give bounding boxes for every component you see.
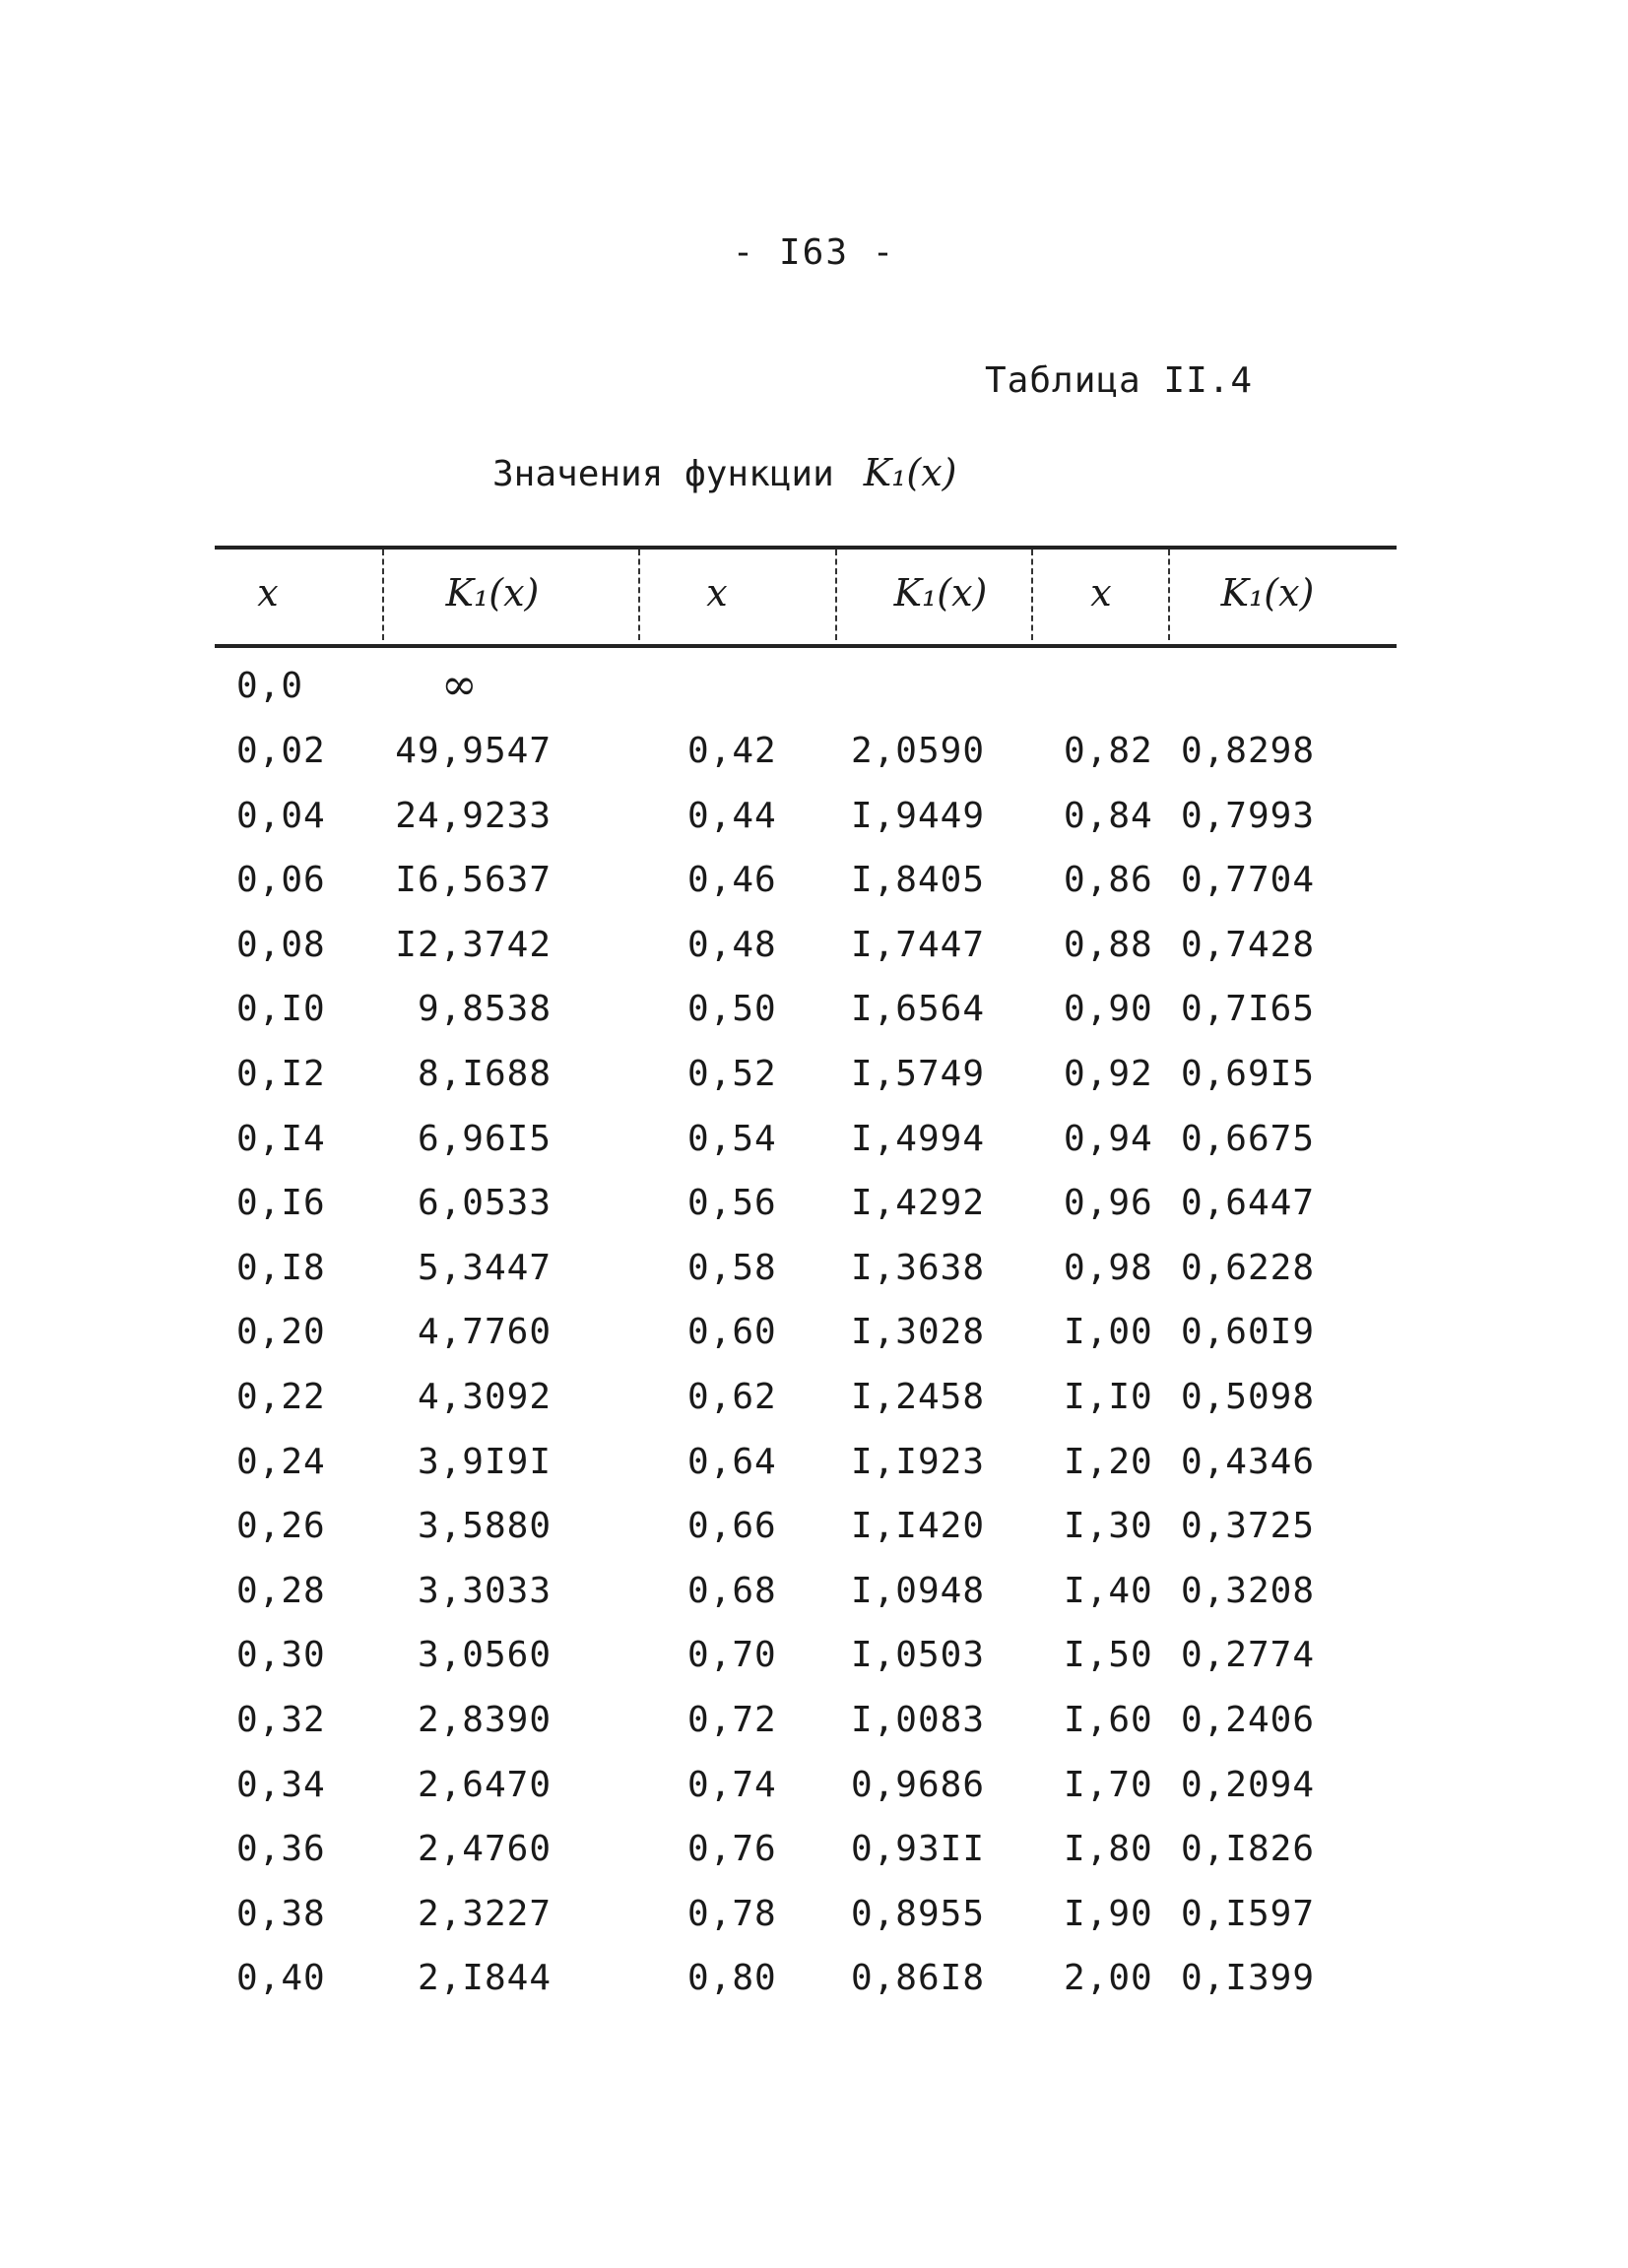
table-cell: 8,I688 xyxy=(417,1054,552,1094)
table-cell: 0,02 xyxy=(236,731,326,771)
table-cell: 0,66 xyxy=(687,1506,777,1546)
table-cell: 0,9686 xyxy=(850,1765,985,1805)
table-cell: I2,3742 xyxy=(395,925,552,965)
table-cell: 2,3227 xyxy=(417,1894,552,1934)
table-cell: 0,48 xyxy=(687,925,777,965)
table-cell: I,0083 xyxy=(850,1700,985,1740)
table-cell: 0,I399 xyxy=(1180,1958,1315,1998)
table-cell: 3,3033 xyxy=(417,1571,552,1611)
table-cell: 6,0533 xyxy=(417,1183,552,1223)
table-cell: 0,7428 xyxy=(1180,925,1315,965)
table-cell: 0,8298 xyxy=(1180,731,1315,771)
table-cell: I,3028 xyxy=(850,1312,985,1352)
table-cell: 0,34 xyxy=(236,1765,326,1805)
table-cell: 0,50 xyxy=(687,989,777,1029)
table-cell: I,I923 xyxy=(850,1442,985,1482)
table-cell: 0,4346 xyxy=(1180,1442,1315,1482)
table-cell: 0,6447 xyxy=(1180,1183,1315,1223)
table-cell: 3,9I9I xyxy=(417,1442,552,1482)
table-cell: 0,04 xyxy=(236,796,326,836)
table-cell: 2,I844 xyxy=(417,1958,552,1998)
page-number: - I63 - xyxy=(732,232,896,273)
table-cell: 0,42 xyxy=(687,731,777,771)
infinity-symbol: ∞ xyxy=(441,660,479,710)
table-cell: 4,7760 xyxy=(417,1312,552,1352)
table-cell: 0,38 xyxy=(236,1894,326,1934)
table-cell: 9,8538 xyxy=(417,989,552,1029)
table-cell: I,30 xyxy=(1064,1506,1153,1546)
table-cell: 2,6470 xyxy=(417,1765,552,1805)
table-cell: 0,78 xyxy=(687,1894,777,1934)
table-cell: 0,6675 xyxy=(1180,1119,1315,1159)
table-cell: 3,5880 xyxy=(417,1506,552,1546)
table-cell: 0,62 xyxy=(687,1377,777,1417)
table-cell: 5,3447 xyxy=(417,1248,552,1288)
header-cell: x xyxy=(257,571,279,615)
caption-function: K₁(x) xyxy=(863,451,957,494)
table-cell: 0,56 xyxy=(687,1183,777,1223)
header-cell: K₁(x) xyxy=(1220,571,1315,615)
table-caption xyxy=(492,451,956,494)
table-cell: I,9449 xyxy=(850,796,985,836)
column-separator xyxy=(835,550,837,640)
table-cell: I,60 xyxy=(1064,1700,1153,1740)
table-cell: 0,84 xyxy=(1064,796,1153,836)
table-cell: 0,88 xyxy=(1064,925,1153,965)
header-cell: K₁(x) xyxy=(893,571,988,615)
table-cell: 0,72 xyxy=(687,1700,777,1740)
table-cell: I,I0 xyxy=(1064,1377,1153,1417)
table-header-rule xyxy=(215,644,1397,648)
table-cell: 0,52 xyxy=(687,1054,777,1094)
table-cell: 0,93II xyxy=(850,1829,985,1869)
table-cell: 0,7993 xyxy=(1180,796,1315,836)
table-cell: 0,90 xyxy=(1064,989,1153,1029)
table-cell: 2,8390 xyxy=(417,1700,552,1740)
table-cell: 0,70 xyxy=(687,1635,777,1675)
table-cell: 0,44 xyxy=(687,796,777,836)
column-separator xyxy=(382,550,384,640)
table-cell: 0,98 xyxy=(1064,1248,1153,1288)
table-cell: 0,7I65 xyxy=(1180,989,1315,1029)
table-cell: 0,I4 xyxy=(236,1119,326,1159)
table-cell: 0,8955 xyxy=(850,1894,985,1934)
column-separator xyxy=(1168,550,1170,640)
table-cell: 0,54 xyxy=(687,1119,777,1159)
table-cell: 0,60I9 xyxy=(1180,1312,1315,1352)
table-cell: I,I420 xyxy=(850,1506,985,1546)
table-cell: 0,0 xyxy=(236,666,304,706)
table-cell: 0,82 xyxy=(1064,731,1153,771)
table-cell: 3,0560 xyxy=(417,1635,552,1675)
table-cell: 0,74 xyxy=(687,1765,777,1805)
table-cell: 0,86I8 xyxy=(850,1958,985,1998)
table-cell: I,5749 xyxy=(850,1054,985,1094)
table-cell: 0,40 xyxy=(236,1958,326,1998)
table-cell: I,0503 xyxy=(850,1635,985,1675)
table-cell: 0,I826 xyxy=(1180,1829,1315,1869)
table-cell: 0,92 xyxy=(1064,1054,1153,1094)
table-cell: 0,06 xyxy=(236,860,326,900)
table-cell: 0,3725 xyxy=(1180,1506,1315,1546)
table-cell: 0,2406 xyxy=(1180,1700,1315,1740)
table-cell: 0,26 xyxy=(236,1506,326,1546)
table-cell: 0,69I5 xyxy=(1180,1054,1315,1094)
table-label: Таблица II.4 xyxy=(985,360,1254,401)
header-cell: x xyxy=(706,571,728,615)
table-cell: I,00 xyxy=(1064,1312,1153,1352)
table-cell: I,70 xyxy=(1064,1765,1153,1805)
table-cell: 0,64 xyxy=(687,1442,777,1482)
table-cell: 0,76 xyxy=(687,1829,777,1869)
table-cell: 0,94 xyxy=(1064,1119,1153,1159)
table-cell: 0,80 xyxy=(687,1958,777,1998)
table-cell: I,7447 xyxy=(850,925,985,965)
column-separator xyxy=(638,550,640,640)
table-cell: I,8405 xyxy=(850,860,985,900)
table-cell: 0,7704 xyxy=(1180,860,1315,900)
table-cell: I,90 xyxy=(1064,1894,1153,1934)
table-cell: I,4292 xyxy=(850,1183,985,1223)
table-cell: I,2458 xyxy=(850,1377,985,1417)
table-cell: 0,22 xyxy=(236,1377,326,1417)
table-cell: 0,96 xyxy=(1064,1183,1153,1223)
table-cell: 0,36 xyxy=(236,1829,326,1869)
table-cell: I,6564 xyxy=(850,989,985,1029)
table-cell: I,20 xyxy=(1064,1442,1153,1482)
table-cell: I,0948 xyxy=(850,1571,985,1611)
table-cell: I,50 xyxy=(1064,1635,1153,1675)
column-separator xyxy=(1031,550,1033,640)
table-cell: 0,08 xyxy=(236,925,326,965)
table-cell: 0,24 xyxy=(236,1442,326,1482)
table-cell: 2,0590 xyxy=(850,731,985,771)
table-cell: 0,46 xyxy=(687,860,777,900)
table-cell: 0,58 xyxy=(687,1248,777,1288)
table-cell: 0,I0 xyxy=(236,989,326,1029)
table-cell: 0,I597 xyxy=(1180,1894,1315,1934)
table-cell: 0,I8 xyxy=(236,1248,326,1288)
table-top-rule xyxy=(215,546,1397,550)
table-cell: 6,96I5 xyxy=(417,1119,552,1159)
table-cell: 0,32 xyxy=(236,1700,326,1740)
table-cell: 4,3092 xyxy=(417,1377,552,1417)
table-cell: 24,9233 xyxy=(395,796,552,836)
table-cell: 0,20 xyxy=(236,1312,326,1352)
table-cell: 0,86 xyxy=(1064,860,1153,900)
table-cell: 0,I6 xyxy=(236,1183,326,1223)
table-cell: I,4994 xyxy=(850,1119,985,1159)
table-cell: 0,60 xyxy=(687,1312,777,1352)
table-cell: I,3638 xyxy=(850,1248,985,1288)
table-cell: 49,9547 xyxy=(395,731,552,771)
table-cell: 0,2094 xyxy=(1180,1765,1315,1805)
table-cell: 0,I2 xyxy=(236,1054,326,1094)
table-cell: 2,00 xyxy=(1064,1958,1153,1998)
table-cell: I,80 xyxy=(1064,1829,1153,1869)
table-cell: I,40 xyxy=(1064,1571,1153,1611)
header-cell: x xyxy=(1090,571,1112,615)
table-cell: 0,30 xyxy=(236,1635,326,1675)
table-cell: I6,5637 xyxy=(395,860,552,900)
table-cell: 0,3208 xyxy=(1180,1571,1315,1611)
table-cell: 0,28 xyxy=(236,1571,326,1611)
table-cell: 2,4760 xyxy=(417,1829,552,1869)
table-cell: 0,5098 xyxy=(1180,1377,1315,1417)
table-cell: 0,6228 xyxy=(1180,1248,1315,1288)
table-cell: 0,2774 xyxy=(1180,1635,1315,1675)
header-cell: K₁(x) xyxy=(445,571,540,615)
caption-text: Значения функции xyxy=(492,454,834,494)
table-cell: 0,68 xyxy=(687,1571,777,1611)
